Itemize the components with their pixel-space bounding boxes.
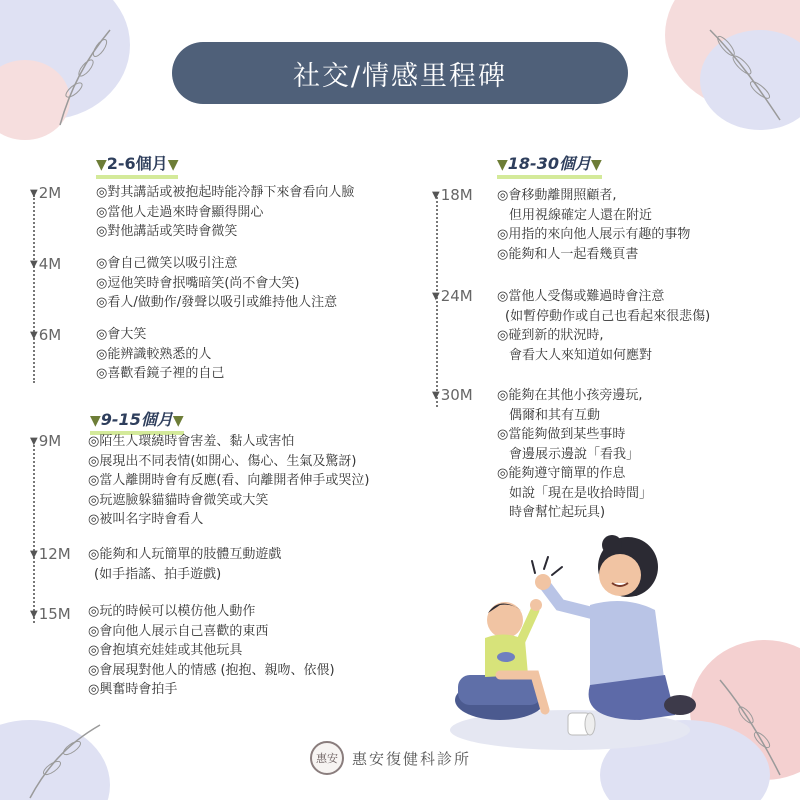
milestone-item: ◎玩的時候可以模仿他人動作 <box>88 604 256 619</box>
clinic-seal-icon: 惠安 <box>310 741 344 775</box>
section-header-2-6-months: ▼2-6個月▼ <box>96 154 178 179</box>
triangle-marker-icon: ▼ <box>30 259 38 270</box>
triangle-marker-icon: ▼ <box>432 390 440 401</box>
milestone-list-18m <box>497 186 690 264</box>
milestone-list-24m <box>497 287 710 365</box>
milestone-item: ◎能辨識較熟悉的人 <box>96 346 212 362</box>
clinic-name: 惠安復健科診所 <box>352 749 472 768</box>
age-label-6m: ▼6M <box>30 326 62 344</box>
milestone-item: 如說「現在是收拾時間」 <box>509 485 653 501</box>
milestone-item: ◎陌生人環繞時會害羞、黏人或害怕 <box>88 434 295 449</box>
milestone-item: ◎興奮時會拍手 <box>88 682 178 697</box>
down-arrow-icon: ▼ <box>590 157 602 173</box>
milestone-item: ◎會移動離開照顧者, <box>497 188 617 203</box>
milestone-item: 但用視線確定人還在附近 <box>509 207 653 223</box>
age-label-12m: ▼12M <box>30 545 71 563</box>
milestone-item: (如手指謠、拍手遊戲) <box>94 566 222 582</box>
milestone-item: 偶爾和其有互動 <box>509 407 601 423</box>
milestone-item: ◎當人離開時會有反應(看、向離開者伸手或哭泣) <box>88 473 370 488</box>
milestone-list-6m <box>96 325 224 384</box>
milestone-item: ◎會大笑 <box>96 327 147 342</box>
milestone-item: ◎展現出不同表情(如開心、傷心、生氣及驚訝) <box>88 453 357 469</box>
milestone-item: ◎看人/做動作/發聲以吸引或維持他人注意 <box>96 295 338 310</box>
triangle-marker-icon: ▼ <box>30 188 38 199</box>
milestone-item: ◎碰到新的狀況時, <box>497 328 604 343</box>
milestone-item: 會邊展示邊說「看我」 <box>509 446 640 462</box>
milestone-item: ◎會自己微笑以吸引注意 <box>96 256 238 271</box>
milestone-item: ◎喜歡看鏡子裡的自己 <box>96 366 225 381</box>
age-label-4m: ▼4M <box>30 255 62 273</box>
mother-child-highfive-illustration <box>440 525 700 755</box>
page-title: 社交/情感里程碑 <box>172 42 628 104</box>
milestone-item: ◎用指的來向他人展示有趣的事物 <box>497 227 691 242</box>
milestone-item: ◎對其講話或被抱起時能冷靜下來會看向人臉 <box>96 185 355 200</box>
milestone-item: ◎會向他人展示自己喜歡的東西 <box>88 623 269 639</box>
age-label-24m: ▼24M <box>432 287 473 305</box>
milestone-item: ◎能夠在其他小孩旁邊玩, <box>497 388 643 403</box>
milestone-item: ◎玩遮臉躲貓貓時會微笑或大笑 <box>88 492 269 508</box>
milestone-list-4m <box>96 254 337 313</box>
down-arrow-icon: ▼ <box>172 413 184 429</box>
timeline-line <box>33 438 35 623</box>
milestone-item: (如暫停動作或自己也看起來很悲傷) <box>505 308 711 324</box>
section-header-18-30-months: ▼18-30個月▼ <box>497 154 602 179</box>
triangle-marker-icon: ▼ <box>432 190 440 201</box>
milestone-list-9m <box>88 432 370 530</box>
clinic-logo <box>310 740 471 776</box>
milestone-item: ◎被叫名字時會看人 <box>88 512 204 527</box>
leaf-sprig-icon <box>700 670 790 780</box>
triangle-marker-icon: ▼ <box>30 609 38 620</box>
down-arrow-icon: ▼ <box>497 157 508 173</box>
age-label-15m: ▼15M <box>30 605 71 623</box>
down-arrow-icon: ▼ <box>90 413 101 429</box>
milestone-item: ◎當能夠做到某些事時 <box>497 427 626 442</box>
milestone-list-15m <box>88 602 335 700</box>
milestone-item: ◎對他講話或笑時會微笑 <box>96 224 238 239</box>
age-label-9m: ▼9M <box>30 432 62 450</box>
milestone-list-30m <box>497 386 652 523</box>
milestone-item: ◎會展現對他人的情感 (抱抱、親吻、依偎) <box>88 662 335 678</box>
leaf-sprig-icon <box>690 20 790 130</box>
age-label-18m: ▼18M <box>432 186 473 204</box>
triangle-marker-icon: ▼ <box>30 330 38 341</box>
milestone-item: ◎當他人受傷或難過時會注意 <box>497 289 665 304</box>
down-arrow-icon: ▼ <box>167 157 179 173</box>
leaf-sprig-icon <box>20 710 110 800</box>
timeline-line <box>33 195 35 383</box>
triangle-marker-icon: ▼ <box>30 549 38 560</box>
milestone-item: 會看大人來知道如何應對 <box>509 347 653 363</box>
milestone-list-2m <box>96 183 354 242</box>
age-label-30m: ▼30M <box>432 386 473 404</box>
triangle-marker-icon: ▼ <box>30 436 38 447</box>
milestone-item: ◎能夠和人一起看幾頁書 <box>497 246 639 262</box>
milestone-item: ◎當他人走過來時會顯得開心 <box>96 204 264 220</box>
milestone-item: ◎能夠遵守簡單的作息 <box>497 466 626 481</box>
triangle-marker-icon: ▼ <box>432 291 440 302</box>
milestone-item: 時會幫忙起玩具) <box>509 505 606 520</box>
age-label-2m: ▼2M <box>30 184 62 202</box>
milestone-item: ◎能夠和人玩簡單的肢體互動遊戲 <box>88 547 282 562</box>
milestone-list-12m <box>88 545 281 584</box>
leaf-sprig-icon <box>40 20 130 130</box>
milestone-item: ◎會抱填充娃娃或其他玩具 <box>88 643 243 658</box>
down-arrow-icon: ▼ <box>96 157 107 173</box>
section-header-9-15-months: ▼9-15個月▼ <box>90 410 184 435</box>
milestone-item: ◎逗他笑時會抿嘴暗笑(尚不會大笑) <box>96 275 300 291</box>
